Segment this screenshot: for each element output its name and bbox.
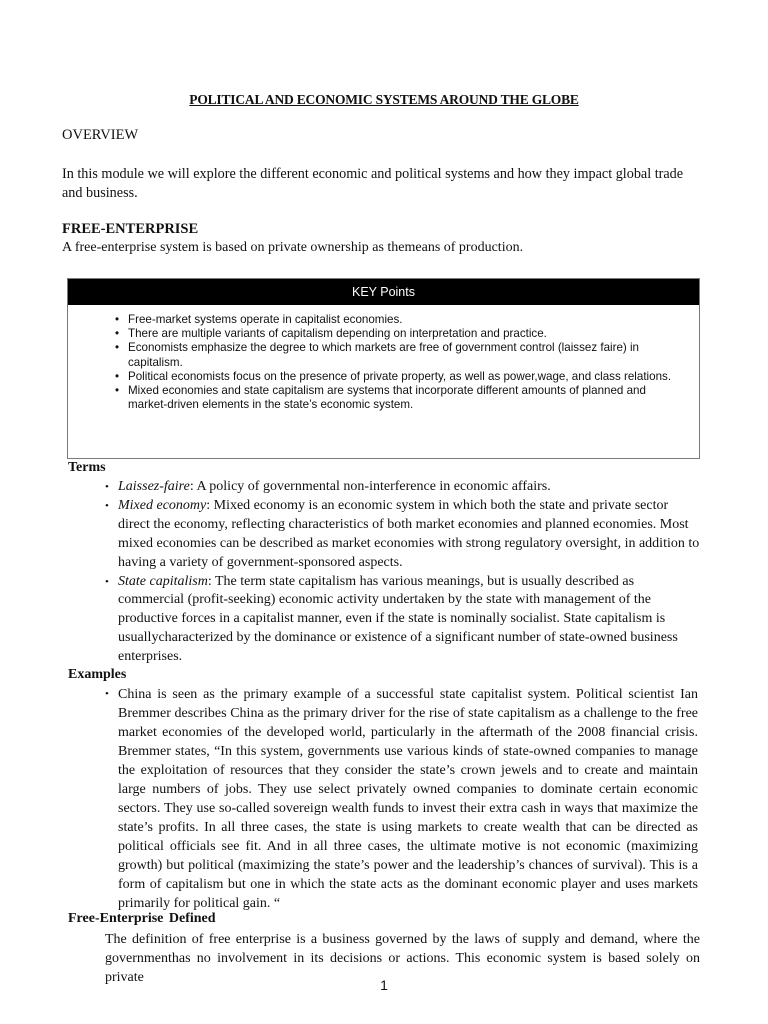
key-point-item: • Economists emphasize the degree to which markets are free of government control (laissez faire) in capitalism.	[128, 341, 688, 369]
term-item-laissez-faire	[118, 478, 700, 497]
free-enterprise-defined-heading: Free-Enterprise Defined	[68, 911, 216, 926]
term-name: Mixed economy	[118, 497, 207, 513]
key-points-box	[67, 278, 700, 459]
terms-list	[118, 478, 700, 667]
term-item-state-capitalism	[118, 573, 700, 668]
overview-heading: OVERVIEW	[62, 127, 139, 143]
overview-text: In this module we will explore the different economic and political systems and how they impact global trade and business.	[62, 166, 684, 201]
key-point-item: • Mixed economies and state capitalism are systems that incorporate different amounts of planned and market-driven elements in the state’s economic system.	[128, 384, 688, 412]
term-name: State capitalism	[118, 573, 208, 589]
term-definition: : A policy of governmental non-interference in economic affairs.	[189, 479, 551, 494]
term-item-mixed-economy	[118, 497, 700, 573]
free-enterprise-text: A free-enterprise system is based on private ownership as themeans of production.	[62, 240, 524, 255]
document-title: POLITICAL AND ECONOMIC SYSTEMS AROUND THE GLOBE	[189, 92, 579, 107]
examples-list	[118, 685, 698, 913]
key-point-item: • Free-market systems operate in capitalist economies.	[128, 313, 688, 327]
page-number: 1	[380, 977, 388, 993]
example-item: • China is seen as the primary example of a successful state capitalist system. Political scientist Ian Bremmer describes China as the primary driver for the rise of state capitalism as a challenge to the free market economies of the developed world, particularly in the aftermath of the 2008 financial crisis. Bremmer states, “In this system, governments use various kinds of state-owned companies to manage the exploitation of resources that they consider the state’s crown jewels and to create and maintain large numbers of jobs. They use select privately owned companies to dominate certain economic sectors. They use so-called sovereign wealth funds to invest their extra cash in ways that maximize the state’s profits. In all three cases, the state is using markets to create wealth that can be directed as political officials see fit. And in all three cases, the ultimate motive is not economic (maximizing growth) but political (maximizing the state’s power and the leadership’s chances of survival). This is a form of capitalism but one in which the state acts as the dominant economic player and uses markets primarily for political gain. “	[118, 685, 698, 913]
term-definition: : The term state capitalism has various meanings, but is usually described as commercial (profit-seeking) economic activity undertaken by the state with management of the productive forces in a capitalist manner, even if the state is nominally socialist. State capitalism is usuallycharacterized by the dominance or existence of a significant number of state-owned business enterprises.	[118, 573, 678, 665]
term-name: Laissez-faire	[118, 479, 190, 494]
key-point-item: • Political economists focus on the presence of private property, as well as power,wage, and class relations.	[128, 370, 688, 384]
key-points-header: KEY Points	[68, 279, 699, 305]
key-points-list	[68, 313, 699, 412]
terms-heading: Terms	[68, 460, 106, 475]
key-point-item: • There are multiple variants of capitalism depending on interpretation and practice.	[128, 327, 688, 341]
free-enterprise-defined-text: The definition of free enterprise is a business governed by the laws of supply and demand, where the governmenthas no involvement in its decisions or actions. This economic system is based solely on private	[105, 932, 700, 985]
term-definition: : Mixed economy is an economic system in which both the state and private sector direct the economy, reflecting characteristics of both market economies and planned economies. Most mixed economies can be described as market economies with strong regulatory oversight, in addition to having a variety of government-sponsored aspects.	[118, 497, 700, 570]
examples-heading: Examples	[68, 667, 127, 682]
free-enterprise-heading: FREE-ENTERPRISE	[62, 221, 199, 237]
